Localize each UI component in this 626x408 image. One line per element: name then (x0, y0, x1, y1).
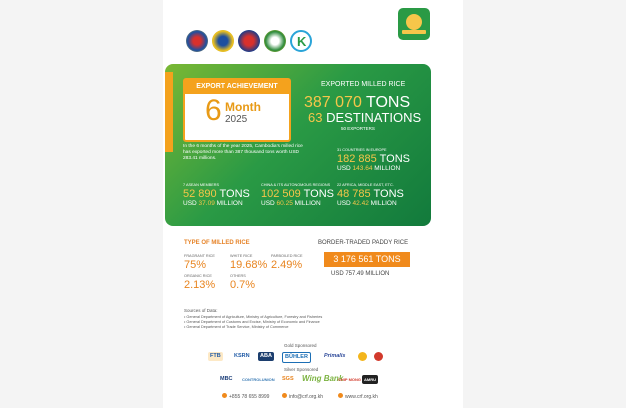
sponsor-sgs: SGS (282, 376, 294, 382)
asean-tons-value: 102 509 (261, 188, 301, 200)
ministry-seal-1-icon (186, 30, 208, 52)
destinations-value: 63 (308, 110, 323, 125)
types-title: TYPE OF MILLED RICE (184, 240, 250, 246)
type-value-others: 0.7% (230, 279, 256, 291)
asean-label: CHINA & ITS AUTONOMOUS REGIONS (261, 183, 331, 187)
type-value-fragrant: 75% (184, 259, 207, 271)
sponsor-ksrn: KSRN (234, 353, 250, 359)
china-usd-value: 37.09 (198, 200, 215, 207)
month-label: Month (225, 100, 261, 114)
europe-tons-unit: TONS (379, 153, 410, 165)
accent-strip (165, 72, 173, 152)
sponsor-mbc: MBC (220, 376, 233, 382)
milled-rice-label: EXPORTED MILLED RICE (321, 81, 406, 88)
source-text-2: General Department of Customs and Excise, Ministry of Economic and Finance (186, 320, 320, 324)
sponsor-logo-7-icon (374, 352, 383, 361)
type-label-parboiled: PARBOILED RICE (271, 254, 303, 258)
ministry-seal-4-icon (264, 30, 286, 52)
footer-phone[interactable] (222, 393, 269, 400)
source-item-3: • General Department of Trade Service, Ministry of Commerce (184, 325, 289, 329)
asean-usd-label: USD (261, 200, 275, 207)
sponsor-buhler: BÜHLER (282, 352, 311, 363)
phone-text: +855 78 655 8999 (229, 394, 270, 400)
others-label: 22 AFRICA, MIDDLE EAST, ETC. (337, 183, 394, 187)
europe-tons (337, 153, 410, 165)
export-card (165, 64, 431, 226)
source-text-3: General Department of Trade Service, Ministry of Commerce (186, 325, 289, 329)
type-value-parboiled: 2.49% (271, 259, 303, 271)
europe-label: 31 COUNTRIES IN EUROPE (337, 148, 387, 152)
footer-email[interactable] (282, 393, 323, 400)
destinations (308, 110, 421, 125)
europe-usd-value: 143.64 (352, 165, 373, 172)
europe-usd (337, 165, 400, 172)
china-tons-value: 52 890 (183, 188, 217, 200)
sponsor-controlunion: CONTROLUNION (242, 377, 275, 382)
others-tons-unit: TONS (373, 188, 404, 200)
k-logo-icon: K (290, 30, 312, 52)
source-text-1: General Department of Agriculture, Ministry of Agriculture, Forestry and Fisheries (186, 315, 323, 319)
china-usd (183, 200, 243, 207)
europe-tons-value: 182 885 (337, 153, 377, 165)
type-label-white: WHITE RICE (230, 254, 253, 258)
sponsor-chip-mong: CHIP MONG (338, 377, 362, 382)
type-label-others: OTHERS (230, 274, 246, 278)
china-tons-unit: TONS (219, 188, 250, 200)
sponsor-logo-6-icon (358, 352, 367, 361)
type-label-fragrant: FRAGRANT RICE (184, 254, 215, 258)
others-usd-value: 42.42 (352, 200, 369, 207)
paddy-title: BORDER-TRADED PADDY RICE (318, 240, 409, 246)
asean-usd (261, 200, 321, 207)
gold-title: Gold Sponsored (284, 343, 317, 348)
email-icon (282, 393, 287, 398)
destinations-unit: DESTINATIONS (326, 110, 422, 125)
china-usd-label: USD (183, 200, 197, 207)
source-item-1: • General Department of Agriculture, Ministry of Agriculture, Forestry and Fisheries (184, 315, 323, 319)
ministry-seal-3-icon (238, 30, 260, 52)
exporters-label: 50 EXPORTERS (341, 126, 375, 131)
type-label-organic: ORGANIC RICE (184, 274, 212, 278)
paddy-usd: USD 757.49 MILLION (331, 271, 390, 277)
sources-title: Sources of Data: (184, 308, 218, 313)
others-million: MILLION (370, 200, 397, 207)
sponsor-aba: ABA (260, 353, 272, 359)
europe-million: MILLION (374, 165, 401, 172)
others-usd-label: USD (337, 200, 351, 207)
paddy-tons-box (324, 252, 410, 267)
web-text: www.crf.org.kh (345, 394, 378, 400)
sponsor-primalis: Primalis (324, 353, 346, 359)
year-label: 2025 (225, 114, 248, 125)
sponsor-amru: AMRU (364, 377, 376, 382)
china-million: MILLION (216, 200, 243, 207)
others-usd (337, 200, 397, 207)
ministry-seal-2-icon (212, 30, 234, 52)
phone-icon (222, 393, 227, 398)
china-label: 7 ASEAN MEMBERS (183, 183, 220, 187)
crf-logo (398, 8, 430, 40)
export-achievement-title: EXPORT ACHIEVEMENT (185, 80, 289, 94)
export-achievement-box (183, 78, 291, 142)
europe-usd-label: USD (337, 165, 351, 172)
sponsor-ftb: FTB (210, 353, 221, 359)
type-value-organic: 2.13% (184, 279, 216, 291)
month-number: 6 (205, 94, 222, 127)
others-tons-value: 48 785 (337, 188, 371, 200)
email-text: info@crf.org.kh (289, 394, 323, 400)
asean-tons (261, 188, 334, 200)
type-value-white: 19.68% (230, 259, 268, 271)
milled-rice-tons-unit: TONS (366, 94, 411, 111)
web-icon (338, 393, 343, 398)
china-tons (183, 188, 250, 200)
silver-title: Silver Sponsored (284, 367, 319, 372)
sponsor-wing-bank: Wing Bank (302, 374, 344, 383)
asean-usd-value: 60.25 (276, 200, 293, 207)
asean-million: MILLION (294, 200, 321, 207)
others-tons (337, 188, 404, 200)
footer-web[interactable] (338, 393, 378, 400)
paddy-tons: 3 176 561 TONS (333, 254, 401, 264)
summary-paragraph: In the 6 months of the year 2025, Cambodia's milled rice has exported more than 387 thousand tons worth USD 283.41 millions. (183, 144, 303, 161)
source-item-2: • General Department of Customs and Excise, Ministry of Economic and Finance (184, 320, 320, 324)
asean-tons-unit: TONS (303, 188, 334, 200)
milled-rice-tons-value: 387 070 (304, 94, 362, 111)
